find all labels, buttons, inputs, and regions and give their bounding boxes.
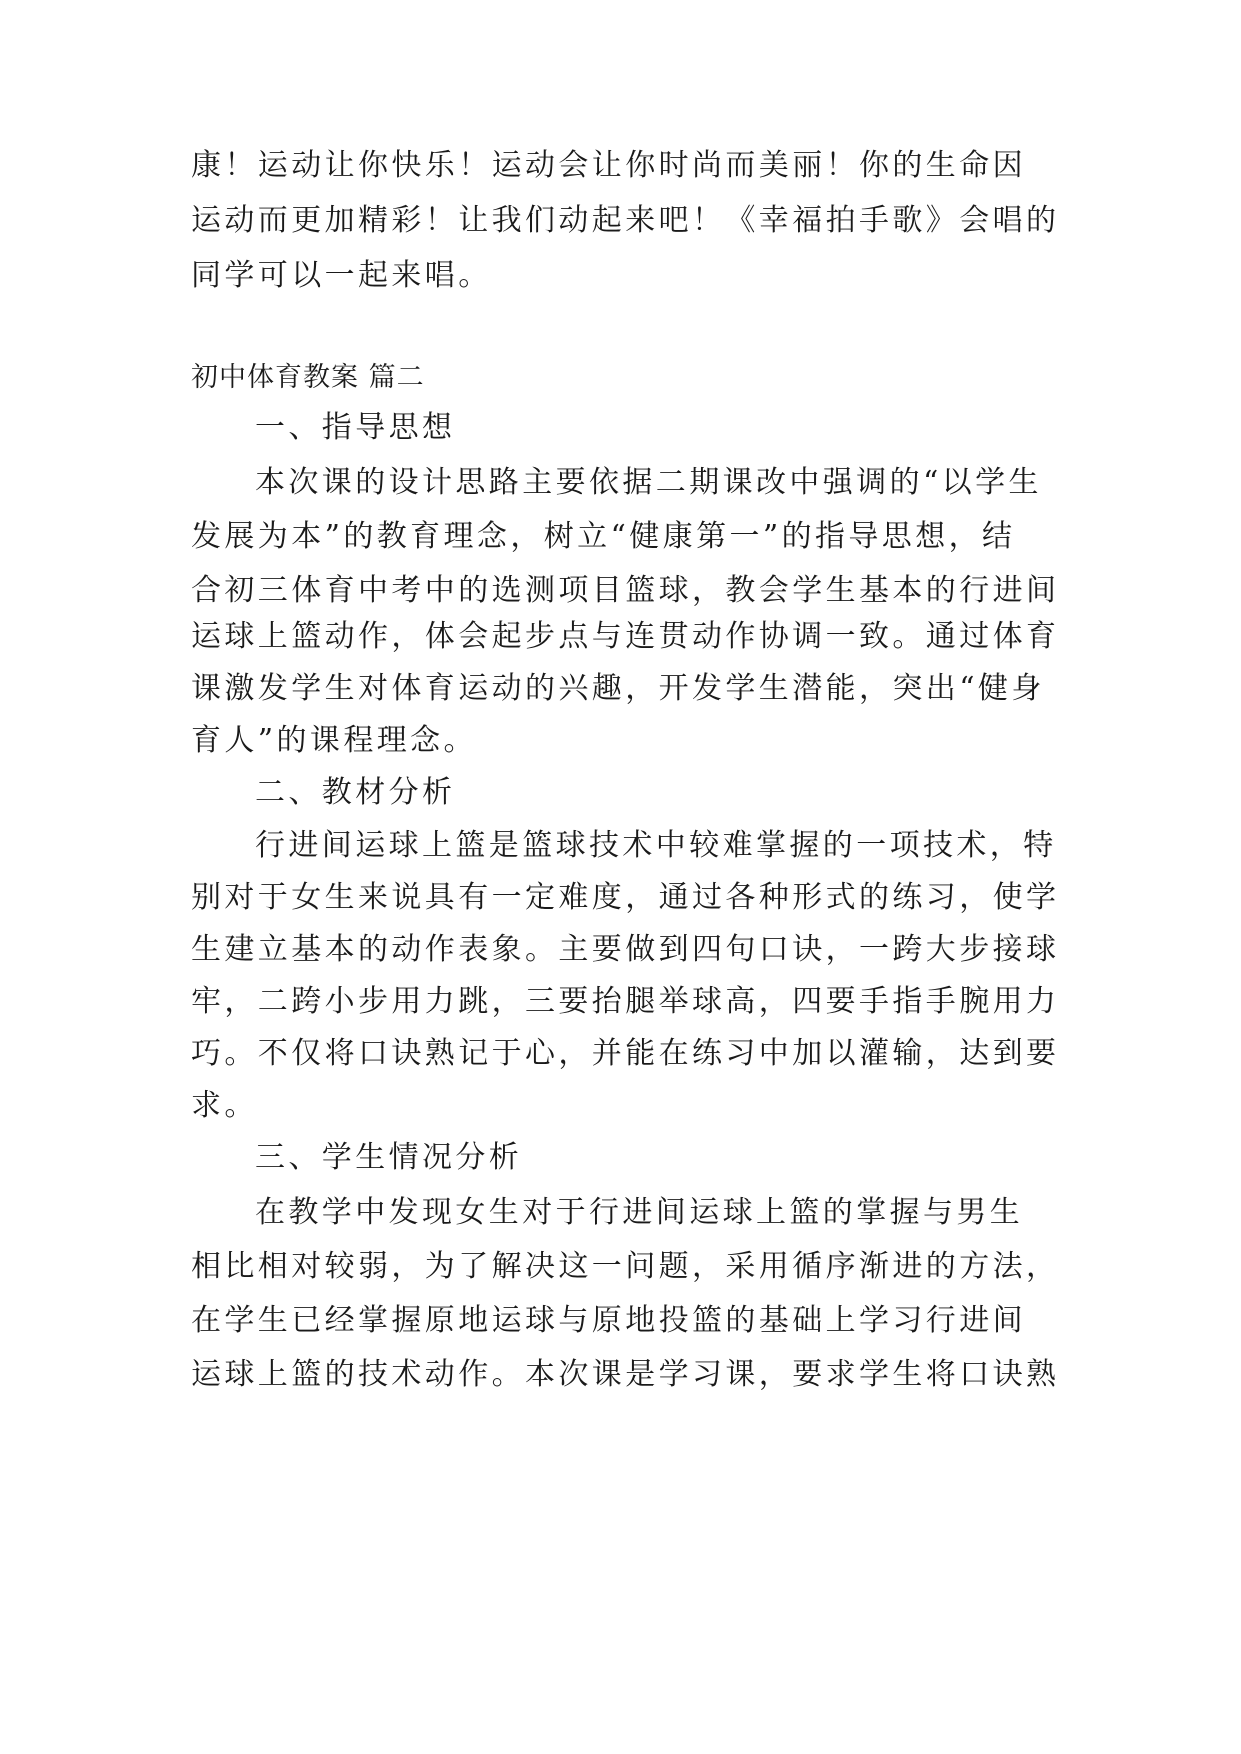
paragraph-line: 别对于女生来说具有一定难度，通过各种形式的练习，使学 [191, 880, 1060, 915]
paragraph-line: 本次课的设计思路主要依据二期课改中强调的“以学生 [255, 465, 1042, 500]
paragraph-line: 牢，二跨小步用力跳，三要抬腿举球高，四要手指手腕用力 [191, 984, 1060, 1019]
paragraph-line: 行进间运球上篮是篮球技术中较难掌握的一项技术，特 [255, 828, 1057, 863]
paragraph-line: 求。 [191, 1088, 258, 1123]
paragraph-line: 康！运动让你快乐！运动会让你时尚而美丽！你的生命因 [191, 148, 1026, 183]
paragraph-line: 运球上篮的技术动作。本次课是学习课，要求学生将口诀熟 [191, 1357, 1060, 1392]
paragraph-line: 巧。不仅将口诀熟记于心，并能在练习中加以灌输，达到要 [191, 1036, 1060, 1071]
paragraph-line: 运球上篮动作，体会起步点与连贯动作协调一致。通过体育 [191, 619, 1060, 654]
section-title: 初中体育教案 篇二 [191, 362, 425, 393]
paragraph-line: 发展为本”的教育理念，树立“健康第一”的指导思想，结 [191, 519, 1016, 554]
paragraph-line: 相比相对较弱，为了解决这一问题，采用循序渐进的方法， [191, 1249, 1060, 1284]
paragraph-line: 在教学中发现女生对于行进间运球上篮的掌握与男生 [255, 1195, 1024, 1230]
paragraph-line: 在学生已经掌握原地运球与原地投篮的基础上学习行进间 [191, 1303, 1026, 1338]
paragraph-line: 合初三体育中考中的选测项目篮球，教会学生基本的行进间 [191, 573, 1060, 608]
heading-material-analysis: 二、教材分析 [255, 775, 456, 810]
paragraph-line: 课激发学生对体育运动的兴趣，开发学生潜能，突出“健身 [191, 671, 1045, 706]
paragraph-line: 运动而更加精彩！让我们动起来吧！《幸福拍手歌》会唱的 [191, 203, 1060, 238]
paragraph-line: 育人”的课程理念。 [191, 723, 477, 758]
heading-student-analysis: 三、学生情况分析 [255, 1140, 523, 1175]
paragraph-line: 同学可以一起来唱。 [191, 258, 492, 293]
heading-guiding-ideology: 一、指导思想 [255, 410, 456, 445]
paragraph-line: 生建立基本的动作表象。主要做到四句口诀，一跨大步接球 [191, 932, 1060, 967]
